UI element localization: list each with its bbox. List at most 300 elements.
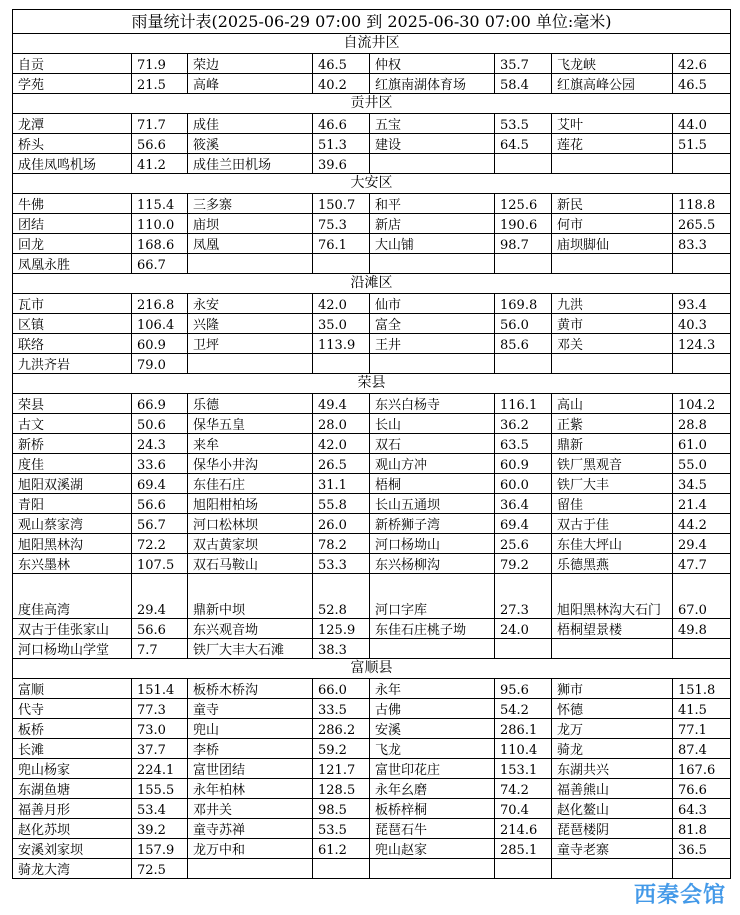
table-row — [13, 234, 731, 254]
rainfall-value: 66.9 — [132, 394, 188, 414]
rainfall-value: 42.0 — [313, 434, 370, 454]
station-name: 福善熊山 — [552, 779, 673, 799]
station-name: 长山 — [370, 414, 495, 434]
rainfall-value: 29.4 — [673, 534, 731, 554]
rainfall-value — [673, 859, 731, 879]
station-name: 龙万 — [552, 719, 673, 739]
station-name: 童寺苏禅 — [188, 819, 313, 839]
rainfall-value — [313, 859, 370, 879]
rainfall-value: 35.7 — [495, 54, 552, 74]
rainfall-value: 58.4 — [495, 74, 552, 94]
rainfall-value: 104.2 — [673, 394, 731, 414]
station-name: 桥头 — [13, 134, 132, 154]
district-name: 荣县 — [13, 374, 731, 394]
station-name: 乐德黑燕 — [552, 554, 673, 574]
station-name: 东兴杨柳沟 — [370, 554, 495, 574]
rainfall-value: 167.6 — [673, 759, 731, 779]
station-name: 邓井关 — [188, 799, 313, 819]
rainfall-value: 115.4 — [132, 194, 188, 214]
rainfall-value: 69.4 — [132, 474, 188, 494]
rainfall-value: 54.2 — [495, 699, 552, 719]
station-name: 瓦市 — [13, 294, 132, 314]
station-name: 永年幺磨 — [370, 779, 495, 799]
station-name: 凤凰永胜 — [13, 254, 132, 274]
station-name: 联络 — [13, 334, 132, 354]
rainfall-value: 27.3 — [495, 574, 552, 619]
rainfall-value: 64.5 — [495, 134, 552, 154]
rainfall-value — [673, 639, 731, 659]
station-name: 富顺 — [13, 679, 132, 699]
rainfall-value — [313, 354, 370, 374]
rainfall-value — [673, 354, 731, 374]
rainfall-value: 21.5 — [132, 74, 188, 94]
station-name: 莲花 — [552, 134, 673, 154]
table-row — [13, 414, 731, 434]
station-name: 赵化鳌山 — [552, 799, 673, 819]
rainfall-value — [673, 254, 731, 274]
rainfall-value: 66.7 — [132, 254, 188, 274]
station-name: 王井 — [370, 334, 495, 354]
table-row — [13, 699, 731, 719]
station-name: 兜山赵家 — [370, 839, 495, 859]
station-name: 板桥木桥沟 — [188, 679, 313, 699]
station-name: 乐德 — [188, 394, 313, 414]
station-name: 永年柏林 — [188, 779, 313, 799]
table-row — [13, 394, 731, 414]
rainfall-value: 28.8 — [673, 414, 731, 434]
rainfall-value: 61.2 — [313, 839, 370, 859]
station-name: 新桥 — [13, 434, 132, 454]
table-row — [13, 639, 731, 659]
station-name: 琵琶石牛 — [370, 819, 495, 839]
station-name: 长山五通坝 — [370, 494, 495, 514]
station-name: 东湖共兴 — [552, 759, 673, 779]
rainfall-value: 63.5 — [495, 434, 552, 454]
station-name: 鼎新 — [552, 434, 673, 454]
station-name: 安溪刘家坝 — [13, 839, 132, 859]
station-name: 永年 — [370, 679, 495, 699]
station-name: 双古于佳张家山 — [13, 619, 132, 639]
table-row — [13, 759, 731, 779]
rainfall-value: 151.8 — [673, 679, 731, 699]
table-row — [13, 719, 731, 739]
station-name: 东湖鱼塘 — [13, 779, 132, 799]
rainfall-value: 85.6 — [495, 334, 552, 354]
rainfall-value: 34.5 — [673, 474, 731, 494]
table-row — [13, 839, 731, 859]
station-name: 邓关 — [552, 334, 673, 354]
rainfall-value: 56.0 — [495, 314, 552, 334]
rainfall-value: 42.0 — [313, 294, 370, 314]
station-name: 安溪 — [370, 719, 495, 739]
rainfall-value: 56.6 — [132, 619, 188, 639]
station-name: 富世印花庄 — [370, 759, 495, 779]
table-row — [13, 799, 731, 819]
district-name: 自流井区 — [13, 34, 731, 54]
rainfall-value: 60.9 — [495, 454, 552, 474]
station-name: 永安 — [188, 294, 313, 314]
station-name: 观山蔡家湾 — [13, 514, 132, 534]
district-name: 贡井区 — [13, 94, 731, 114]
station-name: 度佳高湾 — [13, 574, 132, 619]
station-name: 飞龙峡 — [552, 54, 673, 74]
station-name: 怀德 — [552, 699, 673, 719]
rainfall-value: 46.5 — [673, 74, 731, 94]
table-row — [13, 534, 731, 554]
district-header-row — [13, 174, 731, 194]
station-name: 河口杨坳山学堂 — [13, 639, 132, 659]
rainfall-value: 76.6 — [673, 779, 731, 799]
table-row — [13, 554, 731, 574]
station-name — [188, 354, 313, 374]
rainfall-value: 36.2 — [495, 414, 552, 434]
station-name: 旭阳柑柏场 — [188, 494, 313, 514]
station-name — [188, 254, 313, 274]
station-name: 富全 — [370, 314, 495, 334]
station-name: 成佳兰田机场 — [188, 154, 313, 174]
station-name: 成佳 — [188, 114, 313, 134]
station-name — [370, 639, 495, 659]
station-name: 筱溪 — [188, 134, 313, 154]
table-row — [13, 54, 731, 74]
station-name — [370, 154, 495, 174]
station-name: 板桥 — [13, 719, 132, 739]
rainfall-value: 74.2 — [495, 779, 552, 799]
station-name: 旭阳黑林沟 — [13, 534, 132, 554]
rainfall-value: 150.7 — [313, 194, 370, 214]
table-row — [13, 354, 731, 374]
rainfall-value: 56.6 — [132, 494, 188, 514]
rainfall-value: 265.5 — [673, 214, 731, 234]
table-row — [13, 454, 731, 474]
rainfall-value: 157.9 — [132, 839, 188, 859]
rainfall-value: 110.0 — [132, 214, 188, 234]
station-name: 区镇 — [13, 314, 132, 334]
station-name: 赵化苏坝 — [13, 819, 132, 839]
rainfall-value: 40.2 — [313, 74, 370, 94]
rainfall-value: 25.6 — [495, 534, 552, 554]
rainfall-value: 47.7 — [673, 554, 731, 574]
station-name: 鼎新中坝 — [188, 574, 313, 619]
station-name: 高山 — [552, 394, 673, 414]
station-name: 卫坪 — [188, 334, 313, 354]
station-name: 旭阳黑林沟大石门 — [552, 574, 673, 619]
station-name: 兜山 — [188, 719, 313, 739]
rainfall-value: 87.4 — [673, 739, 731, 759]
table-row — [13, 679, 731, 699]
rainfall-value: 72.5 — [132, 859, 188, 879]
rainfall-value: 21.4 — [673, 494, 731, 514]
station-name: 观山方冲 — [370, 454, 495, 474]
station-name — [552, 154, 673, 174]
rainfall-value: 24.0 — [495, 619, 552, 639]
station-name: 新店 — [370, 214, 495, 234]
rainfall-value — [495, 859, 552, 879]
rainfall-value: 38.3 — [313, 639, 370, 659]
station-name: 兜山杨家 — [13, 759, 132, 779]
station-name: 河口松林坝 — [188, 514, 313, 534]
rainfall-value: 155.5 — [132, 779, 188, 799]
district-header-row — [13, 94, 731, 114]
station-name: 荣边 — [188, 54, 313, 74]
station-name: 庙坝脚仙 — [552, 234, 673, 254]
station-name: 东兴墨林 — [13, 554, 132, 574]
rainfall-value: 33.5 — [313, 699, 370, 719]
rainfall-value: 121.7 — [313, 759, 370, 779]
rainfall-value: 98.5 — [313, 799, 370, 819]
rainfall-value: 42.6 — [673, 54, 731, 74]
table-row — [13, 294, 731, 314]
rainfall-value: 36.4 — [495, 494, 552, 514]
rainfall-value: 56.6 — [132, 134, 188, 154]
table-row — [13, 819, 731, 839]
station-name: 东兴白杨寺 — [370, 394, 495, 414]
rainfall-value: 37.7 — [132, 739, 188, 759]
station-name — [552, 354, 673, 374]
rainfall-value: 128.5 — [313, 779, 370, 799]
station-name: 飞龙 — [370, 739, 495, 759]
rainfall-value: 286.2 — [313, 719, 370, 739]
rainfall-value: 81.8 — [673, 819, 731, 839]
station-name — [552, 254, 673, 274]
rainfall-value: 50.6 — [132, 414, 188, 434]
table-row — [13, 74, 731, 94]
table-title: 雨量统计表(2025-06-29 07:00 到 2025-06-30 07:00 单位:毫米) — [13, 10, 731, 34]
rainfall-value: 39.2 — [132, 819, 188, 839]
station-name: 东佳大坪山 — [552, 534, 673, 554]
station-name: 双古于佳 — [552, 514, 673, 534]
rainfall-value: 26.5 — [313, 454, 370, 474]
rainfall-value: 285.1 — [495, 839, 552, 859]
station-name: 仲权 — [370, 54, 495, 74]
table-row — [13, 474, 731, 494]
station-name: 东兴观音坳 — [188, 619, 313, 639]
station-name: 骑龙大湾 — [13, 859, 132, 879]
station-name: 双古黄家坝 — [188, 534, 313, 554]
station-name: 双石 — [370, 434, 495, 454]
rainfall-value: 53.4 — [132, 799, 188, 819]
station-name: 回龙 — [13, 234, 132, 254]
rainfall-value: 51.3 — [313, 134, 370, 154]
rainfall-value: 98.7 — [495, 234, 552, 254]
station-name: 梧桐望景楼 — [552, 619, 673, 639]
station-name: 三多寨 — [188, 194, 313, 214]
rainfall-value: 41.2 — [132, 154, 188, 174]
rainfall-value: 41.5 — [673, 699, 731, 719]
rainfall-value: 106.4 — [132, 314, 188, 334]
rainfall-value: 55.8 — [313, 494, 370, 514]
station-name: 留佳 — [552, 494, 673, 514]
rainfall-value: 67.0 — [673, 574, 731, 619]
table-row — [13, 114, 731, 134]
rainfall-value: 75.3 — [313, 214, 370, 234]
rainfall-value: 39.6 — [313, 154, 370, 174]
station-name — [552, 859, 673, 879]
table-row — [13, 494, 731, 514]
rainfall-value: 72.2 — [132, 534, 188, 554]
station-name: 正紫 — [552, 414, 673, 434]
station-name: 度佳 — [13, 454, 132, 474]
table-row — [13, 779, 731, 799]
rainfall-value: 153.1 — [495, 759, 552, 779]
station-name: 荣县 — [13, 394, 132, 414]
district-header-row — [13, 659, 731, 679]
rainfall-value: 66.0 — [313, 679, 370, 699]
station-name: 河口字库 — [370, 574, 495, 619]
rainfall-value: 124.3 — [673, 334, 731, 354]
rainfall-value: 70.4 — [495, 799, 552, 819]
table-row — [13, 739, 731, 759]
station-name — [552, 639, 673, 659]
table-row — [13, 574, 731, 619]
station-name: 红旗高峰公园 — [552, 74, 673, 94]
rainfall-value — [313, 254, 370, 274]
station-name: 河口杨坳山 — [370, 534, 495, 554]
rainfall-value: 35.0 — [313, 314, 370, 334]
rainfall-value: 79.0 — [132, 354, 188, 374]
rainfall-value: 29.4 — [132, 574, 188, 619]
rainfall-value: 93.4 — [673, 294, 731, 314]
station-name: 古佛 — [370, 699, 495, 719]
rainfall-value: 125.9 — [313, 619, 370, 639]
station-name: 牛佛 — [13, 194, 132, 214]
station-name: 青阳 — [13, 494, 132, 514]
rainfall-value: 61.0 — [673, 434, 731, 454]
rainfall-value: 83.3 — [673, 234, 731, 254]
rainfall-value: 71.7 — [132, 114, 188, 134]
rainfall-value: 49.4 — [313, 394, 370, 414]
table-row — [13, 134, 731, 154]
table-row — [13, 194, 731, 214]
district-name: 沿滩区 — [13, 274, 731, 294]
station-name: 高峰 — [188, 74, 313, 94]
rainfall-value: 77.1 — [673, 719, 731, 739]
station-name: 铁厂大丰大石滩 — [188, 639, 313, 659]
rainfall-value: 26.0 — [313, 514, 370, 534]
station-name: 仙市 — [370, 294, 495, 314]
rainfall-value: 118.8 — [673, 194, 731, 214]
station-name: 东佳石庄 — [188, 474, 313, 494]
rainfall-value: 49.8 — [673, 619, 731, 639]
rainfall-value: 216.8 — [132, 294, 188, 314]
station-name: 来牟 — [188, 434, 313, 454]
rainfall-value: 113.9 — [313, 334, 370, 354]
table-row — [13, 514, 731, 534]
rainfall-value — [495, 254, 552, 274]
table-row — [13, 859, 731, 879]
rainfall-value — [495, 154, 552, 174]
station-name: 团结 — [13, 214, 132, 234]
station-name: 凤凰 — [188, 234, 313, 254]
rainfall-value: 76.1 — [313, 234, 370, 254]
station-name — [370, 859, 495, 879]
rainfall-value: 60.9 — [132, 334, 188, 354]
rainfall-value: 78.2 — [313, 534, 370, 554]
table-row — [13, 334, 731, 354]
station-name: 庙坝 — [188, 214, 313, 234]
station-name: 自贡 — [13, 54, 132, 74]
rainfall-value: 28.0 — [313, 414, 370, 434]
rainfall-value: 286.1 — [495, 719, 552, 739]
station-name: 龙万中和 — [188, 839, 313, 859]
station-name: 童寺 — [188, 699, 313, 719]
station-name — [370, 354, 495, 374]
station-name: 新民 — [552, 194, 673, 214]
station-name: 富世团结 — [188, 759, 313, 779]
rainfall-value — [495, 354, 552, 374]
rainfall-table — [12, 9, 731, 879]
station-name: 建设 — [370, 134, 495, 154]
station-name: 九洪 — [552, 294, 673, 314]
rainfall-value: 46.6 — [313, 114, 370, 134]
table-row — [13, 619, 731, 639]
station-name: 成佳凤鸣机场 — [13, 154, 132, 174]
rainfall-value: 46.5 — [313, 54, 370, 74]
station-name: 铁厂大丰 — [552, 474, 673, 494]
rainfall-value: 107.5 — [132, 554, 188, 574]
rainfall-value: 55.0 — [673, 454, 731, 474]
station-name: 长滩 — [13, 739, 132, 759]
rainfall-value: 52.8 — [313, 574, 370, 619]
rainfall-value: 168.6 — [132, 234, 188, 254]
district-name: 富顺县 — [13, 659, 731, 679]
rainfall-value: 73.0 — [132, 719, 188, 739]
rainfall-value: 60.0 — [495, 474, 552, 494]
station-name: 铁厂黑观音 — [552, 454, 673, 474]
rainfall-value: 79.2 — [495, 554, 552, 574]
station-name: 学苑 — [13, 74, 132, 94]
district-header-row — [13, 274, 731, 294]
rainfall-value: 31.1 — [313, 474, 370, 494]
rainfall-value: 40.3 — [673, 314, 731, 334]
table-row — [13, 314, 731, 334]
rainfall-value: 53.5 — [495, 114, 552, 134]
station-name: 新桥狮子湾 — [370, 514, 495, 534]
station-name: 双石马鞍山 — [188, 554, 313, 574]
station-name: 李桥 — [188, 739, 313, 759]
rainfall-value: 169.8 — [495, 294, 552, 314]
station-name: 代寺 — [13, 699, 132, 719]
station-name: 保华小井沟 — [188, 454, 313, 474]
station-name: 黄市 — [552, 314, 673, 334]
rainfall-value: 214.6 — [495, 819, 552, 839]
table-row — [13, 254, 731, 274]
station-name: 骑龙 — [552, 739, 673, 759]
district-header-row — [13, 34, 731, 54]
rainfall-value — [495, 639, 552, 659]
station-name: 艾叶 — [552, 114, 673, 134]
station-name: 红旗南湖体育场 — [370, 74, 495, 94]
rainfall-value: 95.6 — [495, 679, 552, 699]
station-name: 梧桐 — [370, 474, 495, 494]
station-name: 东佳石庄桃子坳 — [370, 619, 495, 639]
rainfall-value: 77.3 — [132, 699, 188, 719]
rainfall-value: 190.6 — [495, 214, 552, 234]
station-name: 九洪齐岩 — [13, 354, 132, 374]
station-name: 和平 — [370, 194, 495, 214]
rainfall-value: 36.5 — [673, 839, 731, 859]
station-name: 板桥梓桐 — [370, 799, 495, 819]
station-name: 古文 — [13, 414, 132, 434]
rainfall-value: 125.6 — [495, 194, 552, 214]
station-name: 保华五皇 — [188, 414, 313, 434]
station-name: 琵琶楼阴 — [552, 819, 673, 839]
rainfall-value: 59.2 — [313, 739, 370, 759]
rainfall-value: 110.4 — [495, 739, 552, 759]
rainfall-value: 224.1 — [132, 759, 188, 779]
rainfall-value: 44.0 — [673, 114, 731, 134]
rainfall-value: 51.5 — [673, 134, 731, 154]
